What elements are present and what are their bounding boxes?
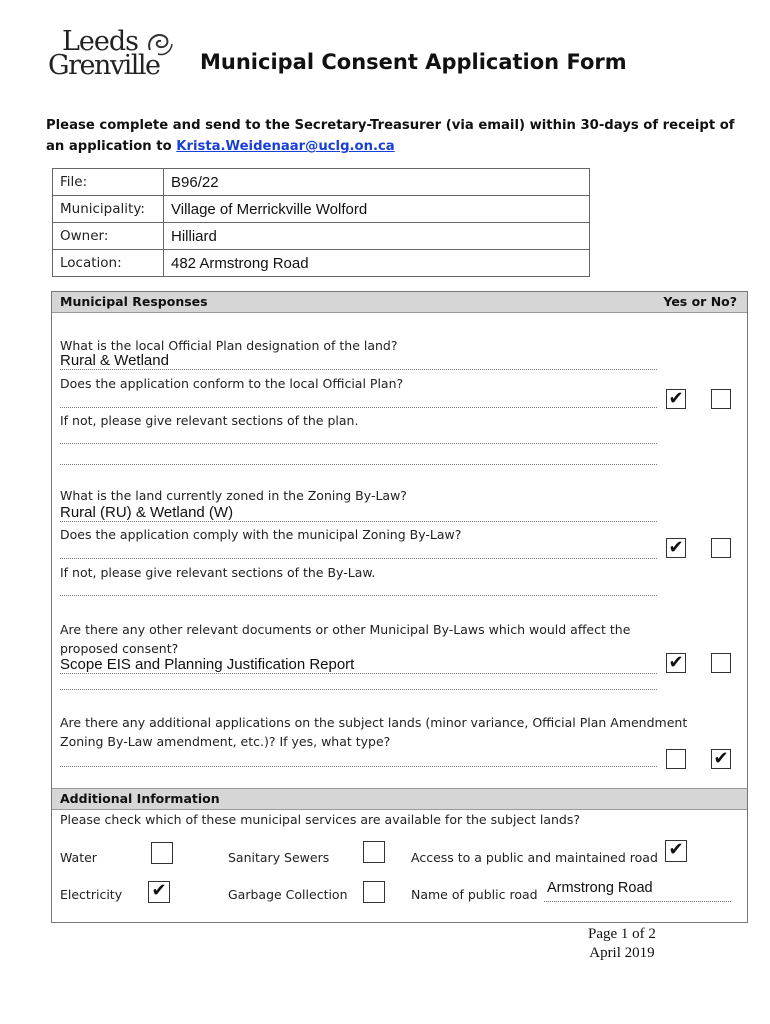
page-title: Municipal Consent Application Form [200,50,627,74]
question-op-sections: If not, please give relevant sections of the plan. [60,413,359,428]
municipal-responses-section [51,291,748,923]
leeds-grenville-logo [48,28,173,84]
zoning-comply-yes-checkbox[interactable]: ✔ [666,538,686,558]
answer-line[interactable] [60,464,657,465]
page-footer [588,925,656,963]
question-other-documents [60,620,630,658]
email-link[interactable]: Krista.Weidenaar@uclg.on.ca [176,139,395,154]
electricity-checkbox[interactable]: ✔ [148,881,170,903]
question-bylaw-sections: If not, please give relevant sections of the By-Law. [60,565,376,580]
revision-date: April 2019 [589,945,655,961]
answer-line [60,407,657,408]
question-line: Are there any additional applications on the subject lands (minor variance, Official Plan Amendment [60,715,688,730]
op-conform-yes-checkbox[interactable]: ✔ [666,389,686,409]
answer-zoning[interactable]: Rural (RU) & Wetland (W) [60,504,234,521]
additional-applications-yes-checkbox[interactable] [666,749,686,769]
table-row [53,196,590,223]
question-line: proposed consent? [60,641,179,656]
file-value-field[interactable]: B96/22 [164,169,590,196]
answer-line [60,673,657,674]
table-row [53,223,590,250]
intro-instruction: Please complete and send to the Secretary-Treasurer (via email) within 30-days of receipt of an application to [46,118,735,154]
answer-line [60,369,657,370]
municipality-label: Municipality: [53,196,164,223]
section-heading: Municipal Responses [60,294,208,309]
sanitary-sewers-checkbox[interactable] [363,841,385,863]
location-label: Location: [53,250,164,277]
zoning-comply-no-checkbox[interactable] [711,538,731,558]
municipal-responses-header [52,292,747,313]
services-instruction: Please check which of these municipal services are available for the subject lands? [60,812,580,827]
table-row [53,250,590,277]
file-info-table [52,168,590,277]
answer-op-designation[interactable]: Rural & Wetland [60,352,169,369]
answer-other-documents[interactable]: Scope EIS and Planning Justification Report [60,656,355,673]
answer-line [544,901,731,902]
logo-swirl-icon [144,30,174,58]
electricity-label: Electricity [60,887,123,902]
public-road-name-label: Name of public road [411,887,538,902]
question-zoning: What is the land currently zoned in the Zoning By-Law? [60,488,407,503]
table-row [53,169,590,196]
question-line: Zoning By-Law amendment, etc.)? If yes, what type? [60,734,391,749]
municipality-value-field[interactable]: Village of Merrickville Wolford [164,196,590,223]
public-road-access-label: Access to a public and maintained road [411,850,658,865]
op-conform-no-checkbox[interactable] [711,389,731,409]
logo-text-leeds: Leeds [62,26,139,57]
additional-information-header [52,788,747,810]
question-op-conform: Does the application conform to the local Official Plan? [60,376,404,391]
owner-label: Owner: [53,223,164,250]
answer-line [60,558,657,559]
other-documents-yes-checkbox[interactable]: ✔ [666,653,686,673]
answer-line [60,521,657,522]
answer-line[interactable] [60,689,657,690]
yes-no-heading: Yes or No? [663,294,737,309]
file-label: File: [53,169,164,196]
answer-line[interactable] [60,766,657,767]
water-checkbox[interactable] [151,842,173,864]
answer-line[interactable] [60,443,657,444]
question-op-designation: What is the local Official Plan designation of the land? [60,338,398,353]
public-road-access-checkbox[interactable]: ✔ [665,840,687,862]
question-zoning-comply: Does the application comply with the municipal Zoning By-Law? [60,527,462,542]
intro-text [46,115,746,157]
answer-line[interactable] [60,595,657,596]
section-heading: Additional Information [60,791,220,806]
garbage-collection-checkbox[interactable] [363,881,385,903]
public-road-name-field[interactable]: Armstrong Road [547,880,653,896]
owner-value-field[interactable]: Hilliard [164,223,590,250]
water-label: Water [60,850,97,865]
garbage-collection-label: Garbage Collection [228,887,348,902]
question-line: Are there any other relevant documents or other Municipal By-Laws which would affect the [60,622,631,637]
sanitary-sewers-label: Sanitary Sewers [228,850,330,865]
question-additional-applications [60,713,687,751]
location-value-field[interactable]: 482 Armstrong Road [164,250,590,277]
logo-text-grenville: Grenville [48,50,160,81]
other-documents-no-checkbox[interactable] [711,653,731,673]
additional-applications-no-checkbox[interactable]: ✔ [711,749,731,769]
page-number: Page 1 of 2 [588,926,656,942]
